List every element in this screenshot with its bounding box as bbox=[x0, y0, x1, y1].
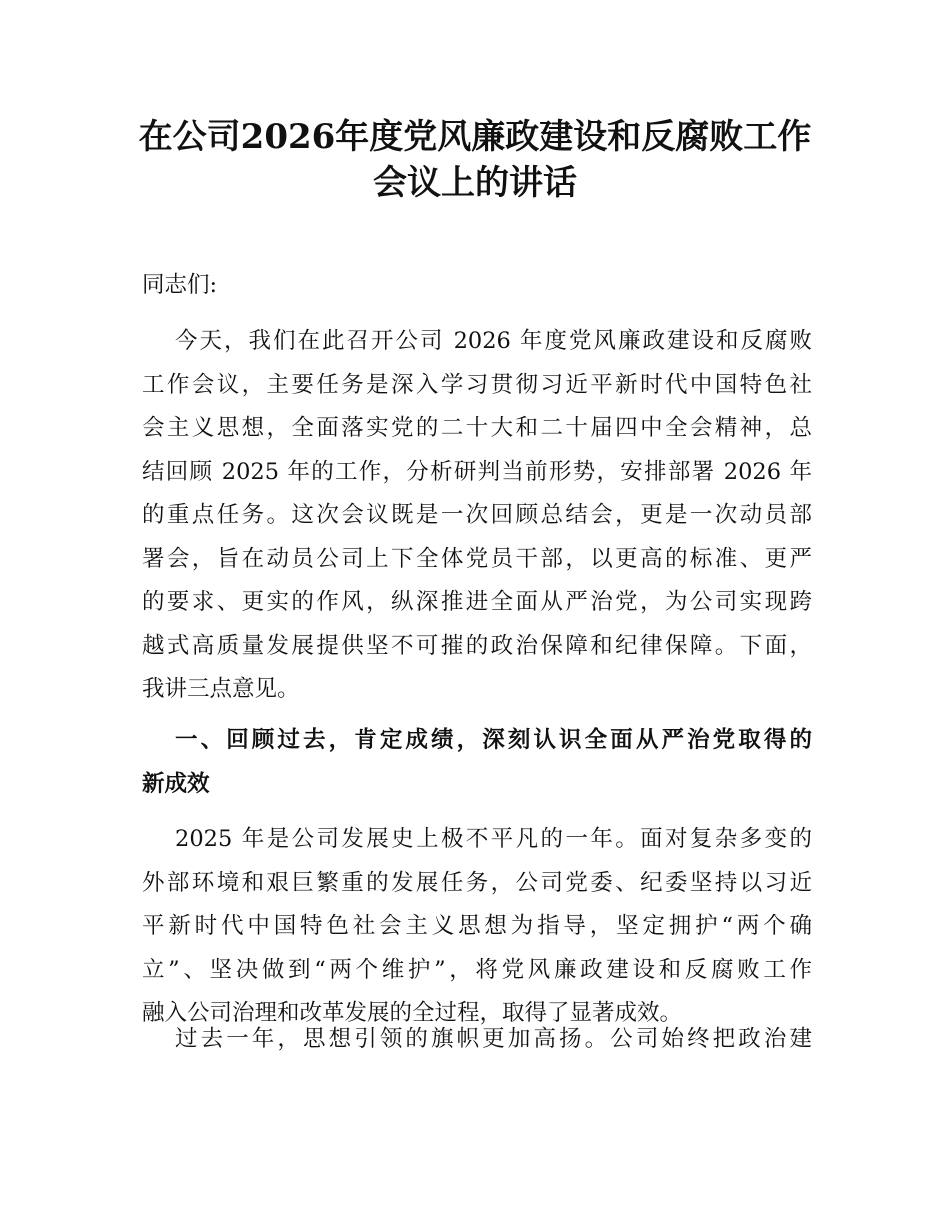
paragraph-line: 融入公司治理和改革发展的全过程，取得了显著成效。 bbox=[142, 1000, 683, 1026]
section-heading-1 bbox=[142, 719, 812, 806]
document-title-line-2: 会议上的讲话 bbox=[373, 163, 577, 203]
paragraph-line: 立”、坚决做到“两个维护”，将党风廉政建设和反腐败工作 bbox=[142, 956, 812, 983]
section-heading-line: 新成效 bbox=[142, 770, 210, 797]
section-heading-line: 一、回顾过去，肯定成绩，深刻认识全面从严治党取得的 bbox=[175, 727, 812, 753]
paragraph-line: 工作会议，主要任务是深入学习贯彻习近平新时代中国特色社 bbox=[142, 371, 812, 398]
paragraph-opening bbox=[142, 320, 812, 712]
paragraph-review bbox=[142, 818, 812, 1036]
paragraph-line: 署会，旨在动员公司上下全体党员干部，以更高的标准、更严 bbox=[142, 545, 812, 572]
paragraph-line: 的要求、更实的作风，纵深推进全面从严治党，为公司实现跨 bbox=[142, 589, 812, 615]
paragraph-line: 过去一年，思想引领的旗帜更加高扬。公司始终把政治建 bbox=[175, 1026, 812, 1052]
paragraph-line: 会主义思想，全面落实党的二十大和二十届四中全会精神，总 bbox=[142, 415, 812, 441]
paragraph-line: 我讲三点意见。 bbox=[142, 676, 300, 702]
paragraph-line: 今天，我们在此召开公司 2026 年度党风廉政建设和反腐败 bbox=[175, 328, 812, 354]
greeting-text: 同志们: bbox=[142, 272, 218, 298]
paragraph-line: 越式高质量发展提供坚不可摧的政治保障和纪律保障。下面， bbox=[142, 632, 812, 659]
paragraph-line: 的重点任务。这次会议既是一次回顾总结会，更是一次动员部 bbox=[142, 502, 812, 528]
paragraph-ideology bbox=[142, 1018, 812, 1062]
document-title-line-1: 在公司2026年度党风廉政建设和反腐败工作 bbox=[138, 117, 812, 157]
paragraph-line: 平新时代中国特色社会主义思想为指导，坚定拥护“两个确 bbox=[142, 913, 812, 939]
greeting bbox=[142, 264, 812, 308]
paragraph-line: 外部环境和艰巨繁重的发展任务，公司党委、纪委坚持以习近 bbox=[142, 869, 812, 896]
paragraph-line: 2025 年是公司发展史上极不平凡的一年。面对复杂多变的 bbox=[175, 826, 812, 852]
paragraph-line: 结回顾 2025 年的工作，分析研判当前形势，安排部署 2026 年 bbox=[142, 458, 812, 485]
